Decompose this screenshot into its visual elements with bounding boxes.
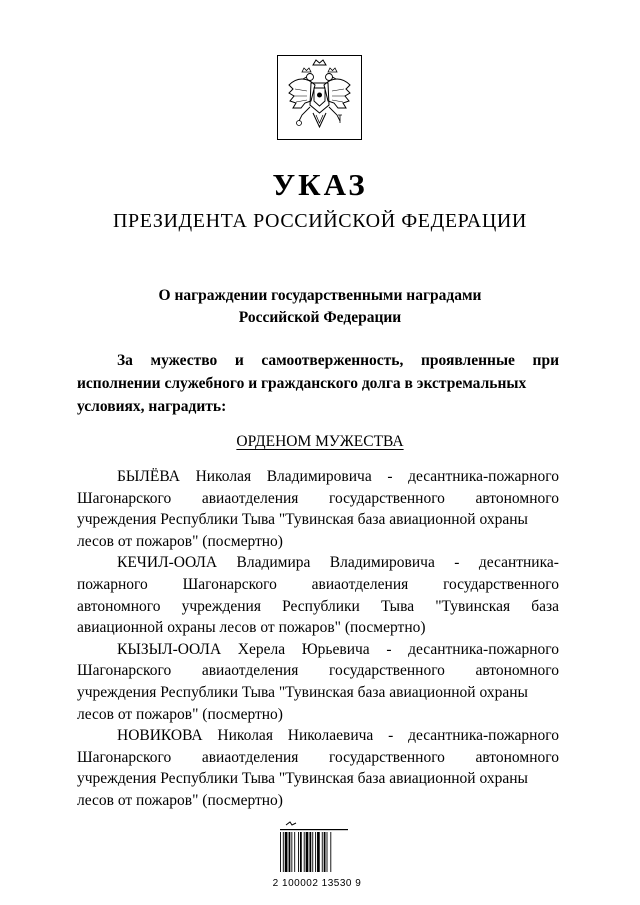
awardee-line [77,488,559,510]
word: Республики [282,597,360,615]
coat-of-arms-icon [277,55,362,140]
awardee-line: учреждения Республики Тыва "Тувинская база авиационной охраны [77,511,528,529]
barcode-bar [322,832,323,872]
barcode-bar [304,832,305,872]
word: и [234,352,244,369]
barcode-bar [309,832,311,872]
barcode-bar [327,832,328,872]
word: пожарного [77,575,148,593]
word: - [387,468,393,485]
barcode-number: 2 100002 13530 9 [272,878,362,889]
word: десантника-пожарного [408,640,559,658]
preamble-line [117,349,559,372]
word: "Тувинская [435,597,511,615]
word: при [532,352,559,369]
awardee-line: учреждения Республики Тыва "Тувинская база авиационной охраны [77,770,528,788]
barcode-bar [312,832,313,872]
word: авиаотделения [201,662,299,680]
word: Шагонарского [77,748,172,766]
word: Шагонарского [77,662,172,680]
barcode-bar [280,832,281,872]
word: Владимира [236,554,311,572]
awardee-name: НОВИКОВА [117,727,203,745]
word: база [531,597,559,615]
barcode-bar [298,832,299,872]
word: десантника- [478,554,559,572]
word: государственного [329,489,445,507]
awardee-line [77,660,559,682]
awardee-paragraph [77,725,559,811]
word: За [117,352,133,369]
awardee-line [77,574,559,596]
word: Владимировича [266,468,372,485]
awardee-line [117,552,559,574]
decree-subtitle: ПРЕЗИДЕНТА РОССИЙСКОЙ ФЕДЕРАЦИИ [113,210,527,232]
barcode-bar [330,832,331,872]
preamble-line: условиях, наградить: [77,398,227,415]
award-heading-text: ОРДЕНОМ МУЖЕСТВА [236,433,404,450]
awardee-line: лесов от пожаров" (посмертно) [77,705,283,723]
awardee-line: авиационной охраны лесов от пожаров" (посмертно) [77,619,426,637]
word: - [386,640,392,658]
word: Шагонарского [77,489,172,507]
preamble-line: исполнении служебного и гражданского долга в экстремальных [77,375,527,392]
awardee-paragraph [77,552,559,638]
barcode-bars [280,832,331,872]
barcode-icon [276,821,352,873]
decree-title: УКАЗ [272,167,368,202]
word: - [388,727,394,745]
word: авиаотделения [201,748,299,766]
word: Тыва [380,597,415,615]
barcode-bar [317,832,320,872]
awardee-line [117,725,559,747]
barcode-bar [294,832,295,872]
word: Николаевича [287,727,374,745]
word: государственного [329,662,445,680]
word: автономного [77,597,161,615]
decree-preamble [77,349,559,418]
word: автономного [475,748,559,766]
awardee-name: БЫЛЁВА [117,468,180,485]
word: десантника-пожарного [408,468,559,485]
awardee-line [117,639,559,661]
word: мужество [150,352,218,369]
barcode-bar [306,832,309,872]
awardee-line [77,747,559,769]
word: Херела [237,640,286,658]
word: автономного [475,489,559,507]
word: авиаотделения [201,489,299,507]
awardee-line: учреждения Республики Тыва "Тувинская база авиационной охраны [77,683,528,701]
word: Шагонарского [182,575,277,593]
awardee-line: лесов от пожаров" (посмертно) [77,791,283,809]
word: Николая [195,468,252,485]
word: Николая [217,727,273,745]
word: десантника-пожарного [408,727,559,745]
word: - [454,554,460,572]
word: Владимировича [329,554,435,572]
awardee-name: КЕЧИЛ-ООЛА [117,554,218,572]
word: государственного [329,748,445,766]
decree-subject-line: О награждении государственными наградами [158,287,482,304]
awardee-list [77,466,559,812]
awardee-line: лесов от пожаров" (посмертно) [77,532,283,550]
barcode-bar [283,832,284,872]
awardee-line [77,596,559,618]
awardee-name: КЫЗЫЛ-ООЛА [117,640,222,658]
word: самоотверженность, [261,352,404,369]
decree-subject [0,285,640,329]
barcode-bar [324,832,326,872]
word: автономного [475,662,559,680]
word: государственного [443,575,559,593]
barcode-bar [285,832,288,872]
decree-subject-line: Российской Федерации [238,309,402,326]
barcode-bar [300,832,302,872]
awardee-paragraph [77,639,559,725]
barcode-bar [291,832,292,872]
award-heading [0,433,640,451]
awardee-line [117,466,559,488]
barcode-bar [315,832,316,872]
word: проявленные [420,352,515,369]
word: авиаотделения [311,575,409,593]
barcode-bar [289,832,291,872]
word: Юрьевича [301,640,370,658]
word: учреждения [181,597,261,615]
awardee-paragraph [77,466,559,552]
